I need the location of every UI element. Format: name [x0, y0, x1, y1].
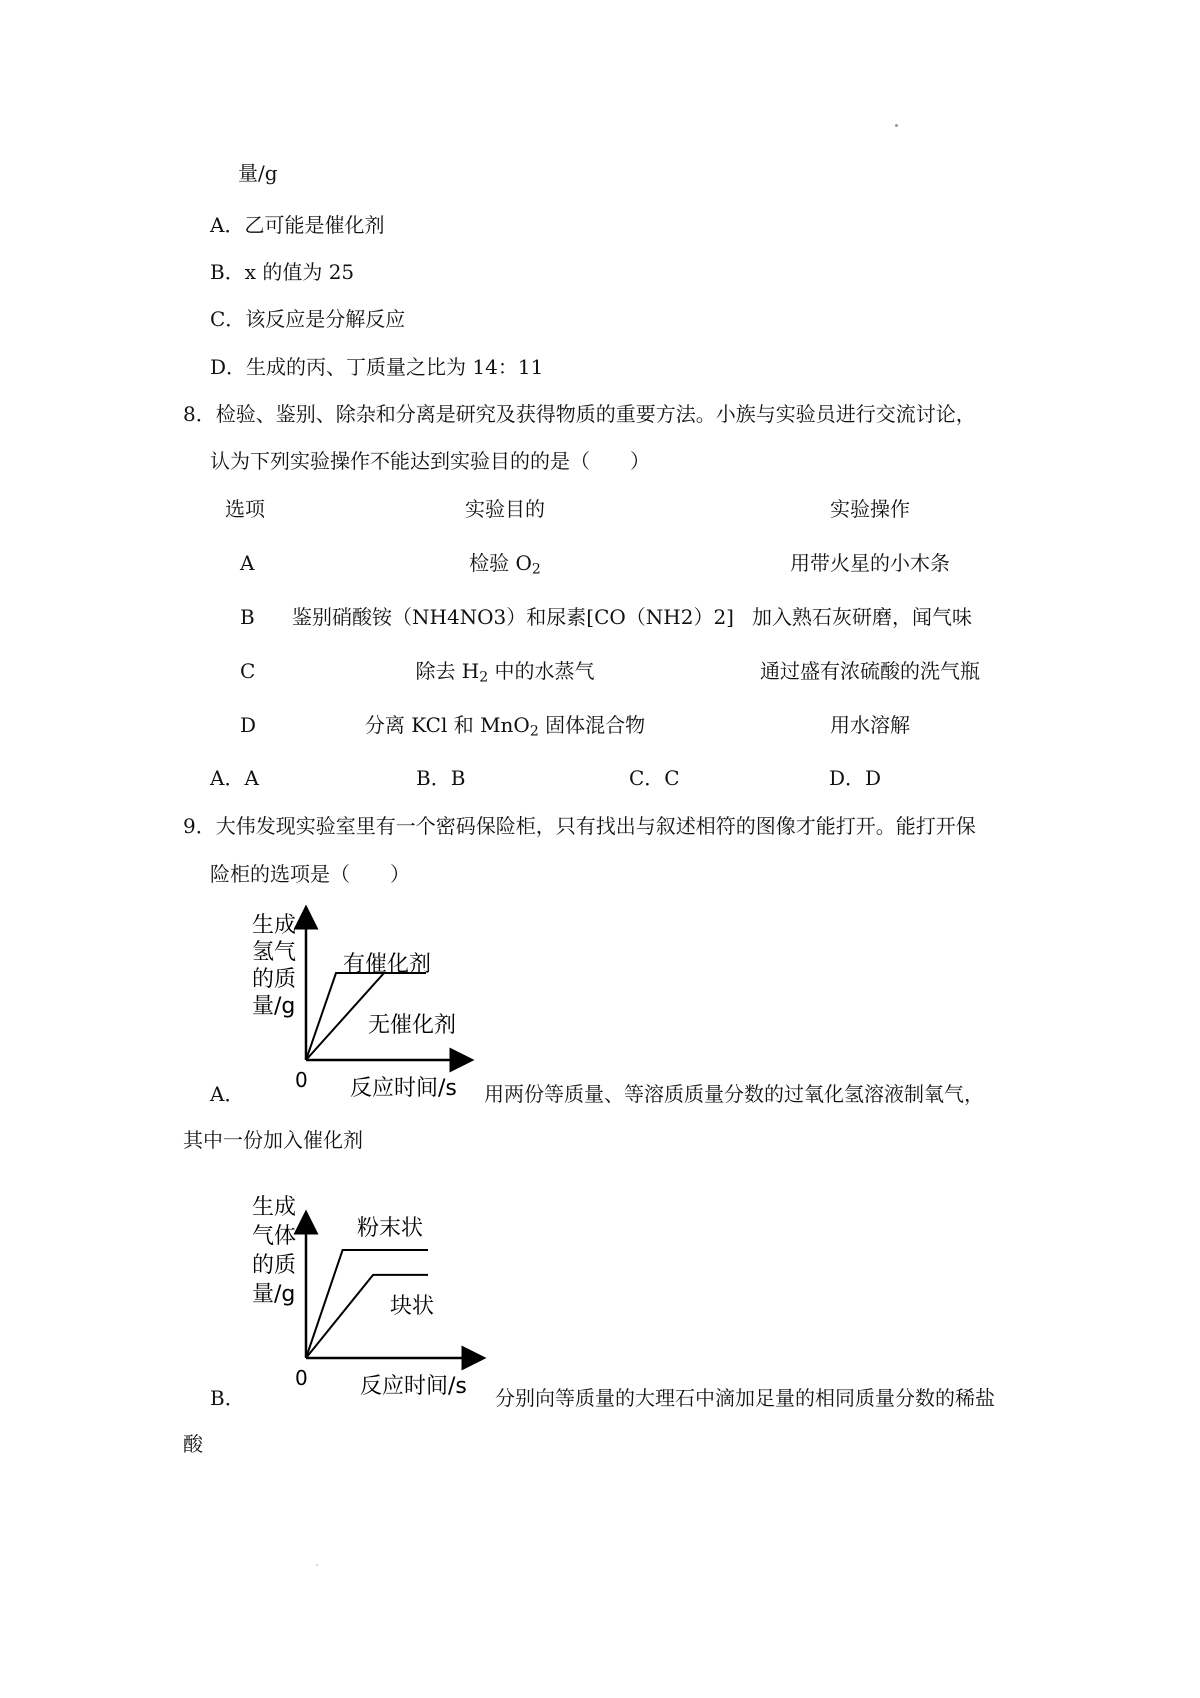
q9-option-b-text-line2: 酸	[183, 1432, 203, 1456]
q9-option-a-text-line1: 用两份等质量、等溶质质量分数的过氧化氢溶液制氧气，	[484, 1082, 984, 1106]
table-row-a-purpose: 检验 $O_2$	[469, 551, 541, 578]
graph-b-series-label-2: 块状	[390, 1294, 435, 1319]
table-header-purpose: 实验目的	[465, 497, 545, 521]
table-row-b-option: B	[240, 605, 255, 629]
q8-stem-line2: 认为下列实验操作不能达到实验目的的是（ ）	[210, 449, 650, 473]
q9-option-b-text-line1: 分别向等质量的大理石中滴加足量的相同质量分数的稀盐	[495, 1386, 995, 1410]
stray-dot	[895, 124, 898, 127]
q8-answer-a: A．A	[210, 766, 259, 790]
q9-option-a-letter: A．	[210, 1082, 245, 1106]
graph-a-ylabel-3: 的质	[252, 967, 297, 992]
graph-b-xlabel: 反应时间/s	[360, 1374, 467, 1399]
table-row-c-option: C	[240, 659, 256, 683]
graph-b-ylabel-2: 气体	[252, 1224, 297, 1249]
table-cell-continuation: 量/g	[238, 161, 278, 185]
q7-option-d: D．生成的丙、丁质量之比为 14：11	[210, 355, 544, 379]
graph-a-ylabel-2: 氢气	[252, 940, 297, 965]
table-row-a-operation: 用带火星的小木条	[790, 551, 950, 575]
q7-option-a: A．乙可能是催化剂	[210, 213, 385, 237]
table-row-c-purpose: 除去 $H_2$ 中的水蒸气	[415, 659, 595, 686]
graph-b-ylabel-4: 量/g	[252, 1282, 296, 1307]
q9-option-b-letter: B．	[210, 1386, 245, 1410]
table-row-d-purpose: 分离 KCl 和 MnO$_2$ 固体混合物	[364, 713, 646, 740]
graph-a-series-label-1: 有催化剂	[343, 952, 432, 977]
q8-answer-b: B．B	[416, 766, 466, 790]
q8-answer-c: C．C	[629, 766, 680, 790]
graph-b-series-label-1: 粉末状	[357, 1216, 424, 1241]
graph-b-ylabel-1: 生成	[252, 1195, 297, 1220]
graph-a-series-label-2: 无催化剂	[368, 1013, 457, 1038]
table-row-b-purpose: 鉴别硝酸铵（NH4NO3）和尿素[CO（NH2）2]	[292, 605, 734, 629]
graph-a	[240, 905, 480, 1105]
q9-stem-line2: 险柜的选项是（ ）	[210, 862, 410, 886]
graph-a-xlabel: 反应时间/s	[350, 1076, 457, 1101]
graph-a-origin: 0	[295, 1068, 308, 1092]
stray-dot-bottom	[316, 1564, 318, 1566]
table-header-operation: 实验操作	[830, 497, 910, 521]
graph-a-ylabel-1: 生成	[252, 913, 297, 938]
q7-option-c: C．该反应是分解反应	[210, 307, 406, 331]
q8-stem-line1: 8．检验、鉴别、除杂和分离是研究及获得物质的重要方法。小族与实验员进行交流讨论，	[183, 402, 976, 426]
graph-a-ylabel-4: 量/g	[252, 994, 296, 1019]
table-row-d-operation: 用水溶解	[830, 713, 910, 737]
graph-b-origin: 0	[295, 1366, 308, 1390]
q9-stem-line1: 9．大伟发现实验室里有一个密码保险柜，只有找出与叙述相符的图像才能打开。能打开保	[183, 814, 976, 838]
table-row-d-option: D	[240, 713, 257, 737]
table-row-a-option: A	[240, 551, 255, 575]
graph-b	[240, 1190, 490, 1400]
q8-answer-d: D．D	[829, 766, 882, 790]
table-row-b-operation: 加入熟石灰研磨，闻气味	[752, 605, 972, 629]
q7-option-b: B．x 的值为 25	[210, 260, 355, 284]
table-row-c-operation: 通过盛有浓硫酸的洗气瓶	[760, 659, 980, 683]
table-header-option: 选项	[225, 497, 265, 521]
graph-b-ylabel-3: 的质	[252, 1253, 297, 1278]
q9-option-a-text-line2: 其中一份加入催化剂	[183, 1128, 363, 1152]
